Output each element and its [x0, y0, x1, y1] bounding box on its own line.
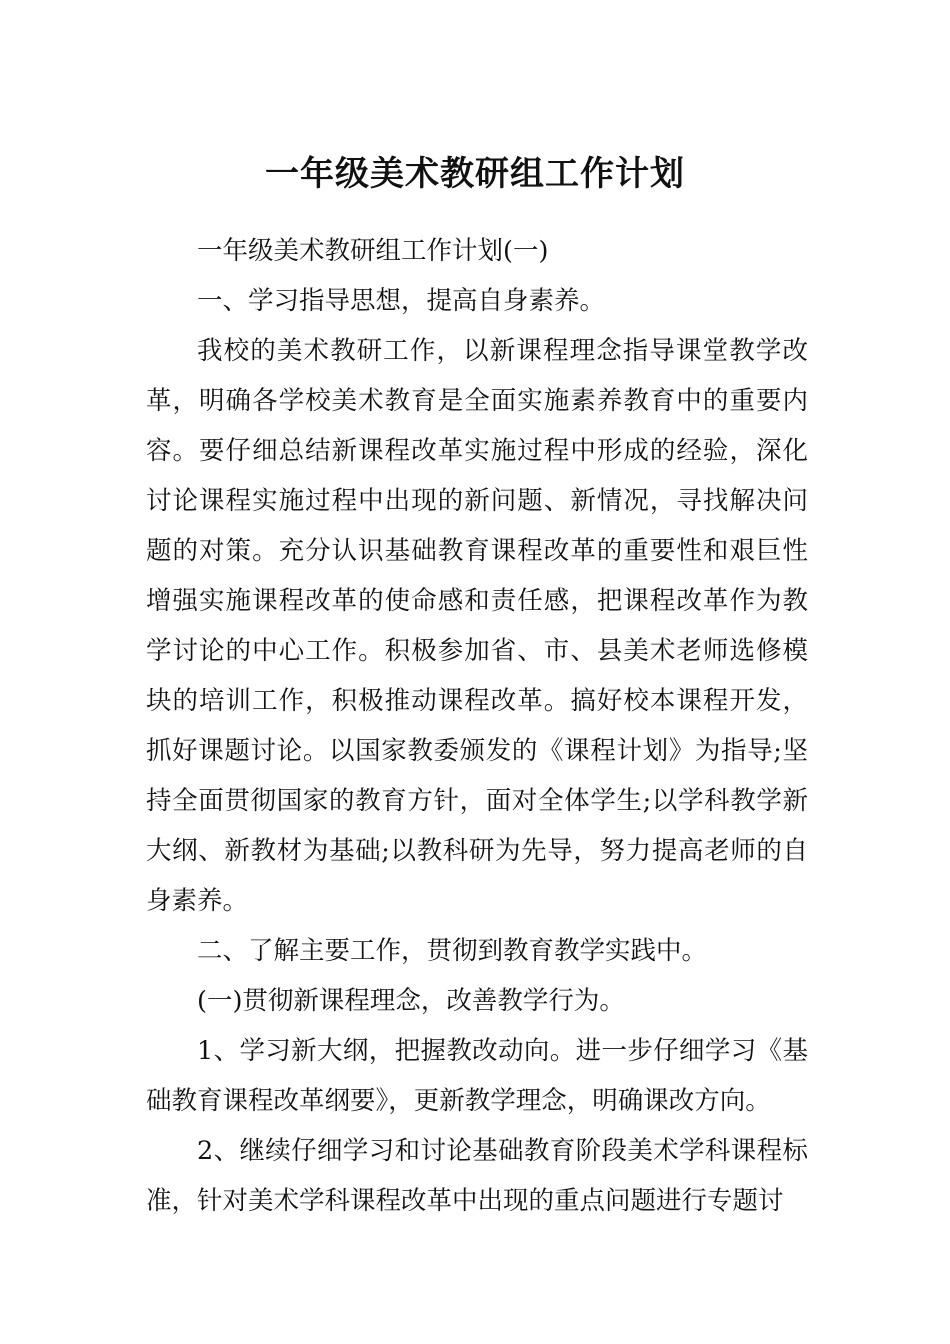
paragraph-section-1-heading: 一、学习指导思想，提高自身素养。: [197, 286, 606, 316]
paragraph-item-1: 1、学习新大纲，把握教改动向。进一步仔细学习《基础教育课程改革纲要》，更新教学理念，明确课改方向。: [146, 1036, 808, 1116]
paragraph-item-2: 2、继续仔细学习和讨论基础教育阶段美术学科课程标准，针对美术学科课程改革中出现的重点问题进行专题讨: [146, 1136, 808, 1216]
document-title: 一年级美术教研组工作计划: [265, 153, 685, 194]
paragraph-subsection-1-heading: (一)贯彻新课程理念，改善教学行为。: [197, 986, 625, 1016]
document-body: [146, 226, 808, 1226]
paragraph-section-2-heading: 二、了解主要工作，贯彻到教育教学实践中。: [197, 936, 708, 966]
paragraph-subtitle: 一年级美术教研组工作计划(一): [197, 236, 549, 266]
paragraph-section-1-body: 我校的美术教研工作，以新课程理念指导课堂教学改革，明确各学校美术教育是全面实施素养教育中的重要内容。要仔细总结新课程改革实施过程中形成的经验，深化讨论课程实施过程中出现的新问题、新情况，寻找解决问题的对策。充分认识基础教育课程改革的重要性和艰巨性增强实施课程改革的使命感和责任感，把课程改革作为教学讨论的中心工作。积极参加省、市、县美术老师选修模块的培训工作，积极推动课程改革。搞好校本课程开发，抓好课题讨论。以国家教委颁发的《课程计划》为指导;坚持全面贯彻国家的教育方针，面对全体学生;以学科教学新大纲、新教材为基础;以教科研为先导，努力提高老师的自身素养。: [146, 336, 808, 916]
